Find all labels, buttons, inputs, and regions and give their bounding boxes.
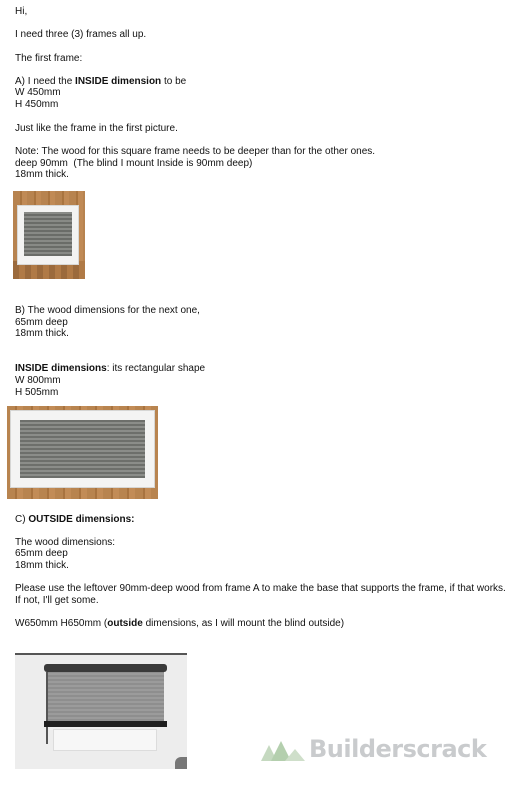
first-frame-heading: The first frame: (15, 53, 83, 64)
roller-blind-photo (15, 653, 187, 769)
frame-b-photo (7, 406, 158, 499)
builderscrack-watermark (261, 735, 486, 765)
frame-c-leftover-note: Please use the leftover 90mm-deep wood from frame A to make the base that supports the frame, if that works. (15, 583, 506, 594)
frame-a-depth: deep 90mm (The blind I mount Inside is 90mm deep) (15, 158, 253, 169)
watermark-text: Builderscrack (309, 735, 487, 764)
frame-b-depth: 65mm deep (15, 317, 68, 328)
frame-b-inside-line: INSIDE dimensions: its rectangular shape (15, 363, 206, 374)
frame-b-wood-line: B) The wood dimensions for the next one, (15, 305, 200, 316)
frame-c-size-line: W650mm H650mm (outside dimensions, as I will mount the blind outside) (15, 618, 345, 629)
frame-a-height: H 450mm (15, 99, 59, 110)
frame-c-wood-heading: The wood dimensions: (15, 537, 116, 548)
frame-c-thickness: 18mm thick. (15, 560, 69, 571)
frame-a-similar-note: Just like the frame in the first picture. (15, 123, 178, 134)
frame-b-thickness: 18mm thick. (15, 328, 69, 339)
frame-c-fallback: If not, I'll get some. (15, 595, 99, 606)
intro-line: I need three (3) frames all up. (15, 29, 147, 40)
frame-c-heading: C) OUTSIDE dimensions: (15, 514, 135, 525)
greeting: Hi, (15, 6, 28, 17)
frame-c-depth: 65mm deep (15, 548, 68, 559)
builderscrack-logo-icon (261, 737, 305, 763)
frame-a-note: Note: The wood for this square frame needs to be deeper than for the other ones. (15, 146, 376, 157)
frame-a-inside-line: A) I need the INSIDE dimension to be (15, 76, 187, 87)
frame-a-photo (13, 191, 85, 279)
frame-b-height: H 505mm (15, 387, 59, 398)
frame-a-thickness: 18mm thick. (15, 169, 69, 180)
frame-a-width: W 450mm (15, 87, 61, 98)
frame-b-width: W 800mm (15, 375, 61, 386)
